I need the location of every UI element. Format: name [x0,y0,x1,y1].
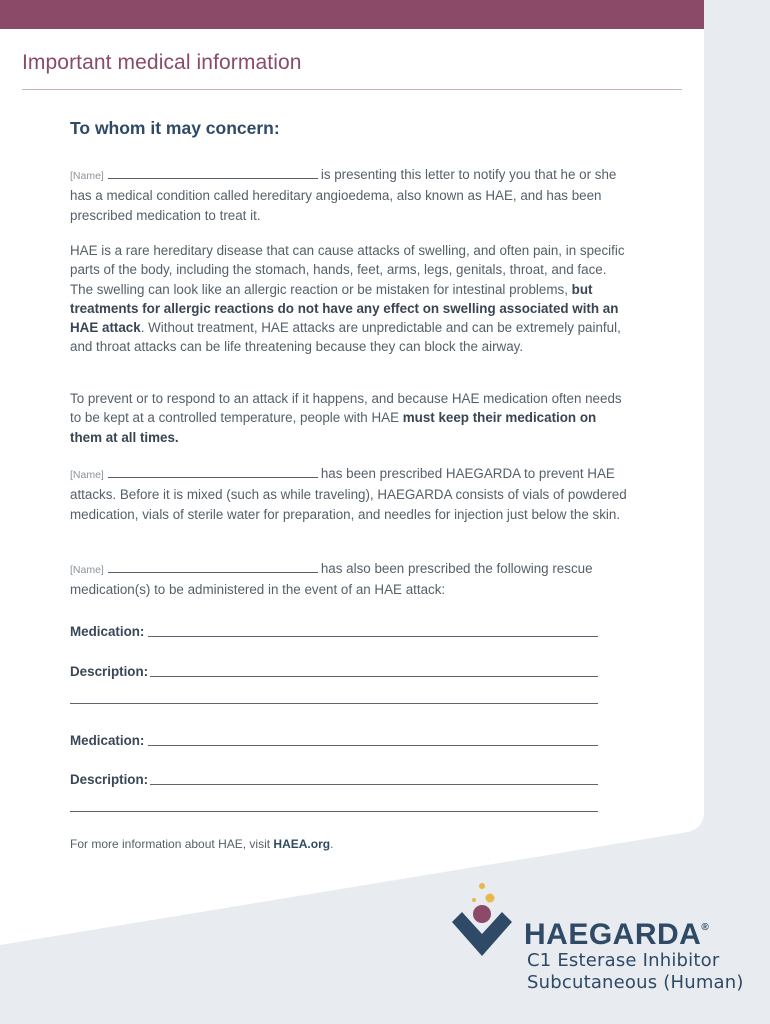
medication-label-2: Medication: [70,733,145,748]
paragraph-keep-medication [70,389,630,447]
hae-text-bold: but treatments for allergic reactions do not have any effect on swelling associated with an HAE attack [70,281,619,336]
description-line-2b[interactable] [70,811,598,812]
haegarda-text: has been prescribed HAEGARDA to prevent HAE attacks. Before it is mixed (such as while traveling), HAEGARDA consists of vials of powdered medication, vials of sterile water for preparation, and needles for injection just below the skin. [70,466,627,522]
description-line-2[interactable] [150,784,598,785]
top-color-bar [0,0,704,29]
medication-line-1[interactable] [148,636,598,637]
haea-link[interactable]: HAEA.org [273,837,331,851]
name-blank-line[interactable] [108,465,318,478]
brand-subtitle-2: Subcutaneous (Human) [527,972,744,993]
description-line-1b[interactable] [70,703,598,704]
name-placeholder: [Name] [70,469,104,481]
name-blank-line[interactable] [108,166,318,179]
haegarda-logo-icon [446,878,524,960]
rescue-text: has also been prescribed the following rescue medication(s) to be administered in the event of an HAE attack: [70,561,593,598]
name-placeholder: [Name] [70,564,104,576]
title-divider [22,89,682,90]
hae-text-a: HAE is a rare hereditary disease that can cause attacks of swelling, and often pain, in specific parts of the body, including the stomach, hands, feet, arms, legs, genitals, throat, and face. The swelling can look like an allergic reaction or be mistaken for intestinal problems, [70,243,625,297]
paragraph-haegarda [70,464,630,524]
page-title: Important medical information [22,51,302,74]
brand-name [524,918,709,952]
hae-text-c: . Without treatment, HAE attacks are unpredictable and can be extremely painful, and throat attacks can be life threatening because they can block the airway. [70,320,621,355]
keep-text-bold: must keep their medication on them at all times. [70,410,597,445]
registered-mark: ® [701,922,710,933]
footer-period: . [330,837,334,851]
medication-label-1: Medication: [70,624,145,639]
description-label-2: Description: [70,772,149,787]
paragraph-rescue [70,559,630,600]
intro-text: is presenting this letter to notify you that he or she has a medical condition called hereditary angioedema, also known as HAE, and has been prescribed medication to treat it. [70,167,617,223]
paragraph-intro [70,165,630,225]
description-line-1[interactable] [150,676,598,677]
brand-subtitle-1: C1 Esterase Inhibitor [527,950,720,971]
footer-note [70,837,333,851]
salutation: To whom it may concern: [70,118,280,138]
keep-text-a: To prevent or to respond to an attack if it happens, and because HAE medication often needs to be kept at a controlled temperature, people with HAE [70,391,622,426]
name-placeholder: [Name] [70,170,104,182]
medication-line-2[interactable] [148,745,598,746]
name-blank-line[interactable] [108,560,318,573]
footer-text: For more information about HAE, visit [70,837,274,851]
paragraph-hae-description [70,241,630,357]
description-label-1: Description: [70,664,149,679]
brand-name-text: HAEGARDA [524,918,702,951]
